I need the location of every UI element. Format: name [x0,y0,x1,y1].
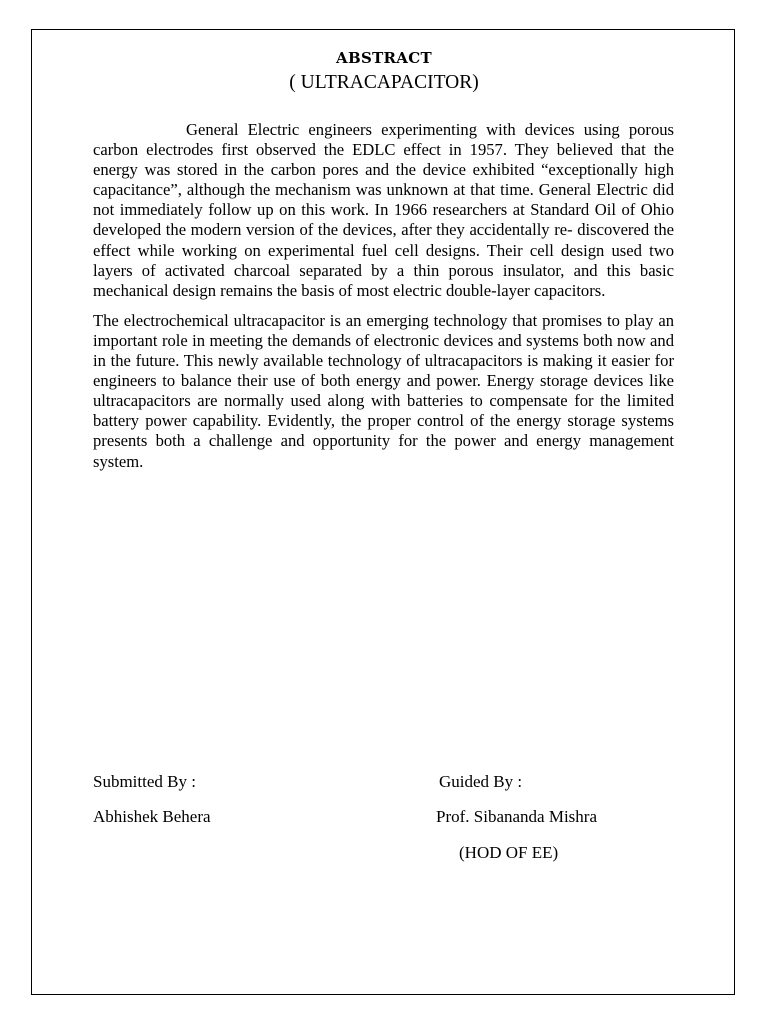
guided-by-name: Prof. Sibananda Mishra [436,807,598,826]
document-subtitle: ( ULTRACAPACITOR) [289,72,479,93]
submitted-by-name: Abhishek Behera [93,807,211,826]
guided-by-label: Guided By : [439,772,523,791]
abstract-paragraph-1: General Electric engineers experimenting with devices using porous carbon electrodes first observed the EDLC effect in 1957. They believed that the energy was stored in the carbon pores and the device exhibited “exceptionally high capacitance”, although the mechanism was unknown at that time. General Electric did not immediately follow up on this work. In 1966 researchers at Standard Oil of Ohio developed the modern version of the devices, after they accidentally re- discovered the effect while working on experimental fuel cell designs. Their cell design used two layers of activated charcoal separated by a thin porous insulator, and this basic mechanical design remains the basis of most electric double-layer capacitors. [93,120,674,300]
submitted-by-label: Submitted By : [93,772,196,791]
abstract-paragraph-2: The electrochemical ultracapacitor is an emerging technology that promises to play an important role in meeting the demands of electronic devices and systems both now and in the future. This newly available technology of ultracapacitors is making it easier for engineers to balance their use of both energy and power. Energy storage devices like ultracapacitors are normally used along with batteries to compensate for the limited battery power capability. Evidently, the proper control of the energy storage systems presents both a challenge and opportunity for the power and energy management system. [93,310,674,471]
abstract-body [93,120,674,472]
guided-by-designation: (HOD OF EE) [459,843,559,862]
abstract-heading: ABSTRACT [336,49,432,67]
